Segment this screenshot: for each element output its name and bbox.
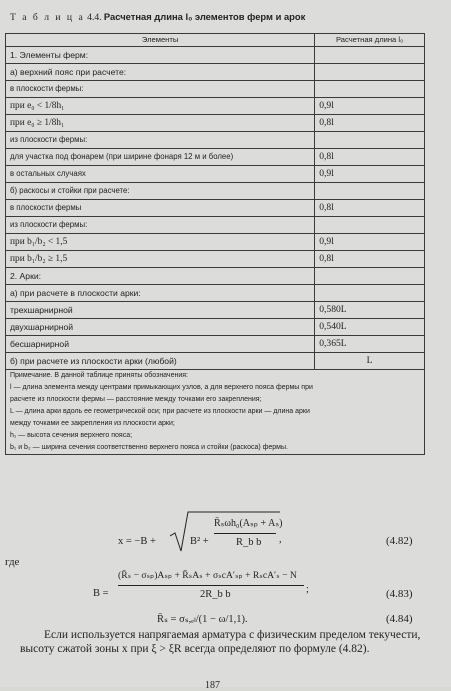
row-label: бесшарнирной xyxy=(6,336,315,353)
fraction-line xyxy=(214,533,276,534)
table-header-row xyxy=(6,34,425,47)
row-value: 0,580L xyxy=(315,302,425,319)
note-line: h₁ — высота сечения верхнего пояса; xyxy=(10,432,133,439)
note-line: b₁ и b₂ — ширина сечения соответственно верхнего пояса и стойки (раскоса) фермы. xyxy=(10,444,288,451)
row-value: 0,9l xyxy=(315,98,425,115)
table-row xyxy=(6,115,425,132)
row-value xyxy=(315,81,425,98)
formula-4-82-denominator: R_b b xyxy=(236,537,262,548)
table-row xyxy=(6,285,425,302)
row-label: б) при расчете из плоскости арки (любой) xyxy=(6,353,315,370)
eq-number-4-83: (4.83) xyxy=(386,588,413,600)
formula-4-82-lhs: x = −B + xyxy=(118,536,156,547)
table-row xyxy=(6,166,425,183)
row-value xyxy=(315,132,425,149)
row-label: 1. Элементы ферм: xyxy=(6,47,315,64)
formula-4-83-lhs: B = xyxy=(93,588,109,599)
table-row xyxy=(6,353,425,370)
row-value: L xyxy=(315,353,425,370)
header-length: Расчетная длина l₀ xyxy=(315,34,425,47)
note-line: Примечание. В данной таблице приняты обозначения: xyxy=(10,372,188,379)
table-row xyxy=(6,302,425,319)
row-label: из плоскости фермы: xyxy=(6,217,315,234)
formula-4-82-b2: B² + xyxy=(190,536,209,547)
row-value: 0,365L xyxy=(315,336,425,353)
note-line: l — длина элемента между центрами примыкающих узлов, а для верхнего пояса фермы при xyxy=(10,384,313,391)
formula-4-84: R̄ₛ = σₛ,ₑₗ/(1 − ω/1,1). xyxy=(157,614,248,625)
formula-4-82-comma: , xyxy=(279,534,282,545)
eq-number-4-82: (4.82) xyxy=(386,535,413,547)
table-row xyxy=(6,268,425,285)
table-row xyxy=(6,47,425,64)
eq-number-4-84: (4.84) xyxy=(386,613,413,625)
row-value: 0,8l xyxy=(315,251,425,268)
table-row xyxy=(6,183,425,200)
row-label: при e₀ < 1/8h₁ xyxy=(6,98,315,115)
note-line: расчете из плоскости фермы — расстояние между точками его закрепления; xyxy=(10,396,262,403)
table-caption xyxy=(10,11,440,23)
table-row xyxy=(6,319,425,336)
row-value xyxy=(315,268,425,285)
table-row xyxy=(6,217,425,234)
row-label: в плоскости фермы: xyxy=(6,81,315,98)
header-elements: Элементы xyxy=(6,34,315,47)
formula-4-82-numerator: R̄ₛωh₀(Aₛₚ + Aₛ) xyxy=(214,518,283,529)
row-label: трехшарнирной xyxy=(6,302,315,319)
formula-4-83-denominator: 2R_b b xyxy=(200,589,231,600)
table-row xyxy=(6,149,425,166)
elements-table xyxy=(5,33,425,455)
table-row xyxy=(6,251,425,268)
row-label: а) при расчете в плоскости арки: xyxy=(6,285,315,302)
note-line: L — длина арки вдоль ее геометрической оси; при расчете из плоскости арки — длина арки xyxy=(10,408,310,415)
fraction-line xyxy=(118,585,304,586)
caption-number: 4.4. xyxy=(87,12,102,23)
row-value: 0,9l xyxy=(315,234,425,251)
row-value: 0,8l xyxy=(315,149,425,166)
row-label: двухшарнирной xyxy=(6,319,315,336)
formula-4-83-semicolon: ; xyxy=(306,584,309,595)
table-row xyxy=(6,234,425,251)
body-paragraph: Если используется напрягаемая арматура с физическим пределом текучести, высоту сжатой зоны x при ξ > ξR всегда определяют по формуле (4.82). xyxy=(20,629,421,655)
where-label: где xyxy=(5,556,20,568)
table-note xyxy=(6,370,425,455)
sqrt-sign xyxy=(170,510,282,554)
row-label: б) раскосы и стойки при расчете: xyxy=(6,183,315,200)
table-row xyxy=(6,81,425,98)
table-row xyxy=(6,64,425,81)
row-label: для участка под фонарем (при ширине фонаря 12 м и более) xyxy=(6,149,315,166)
caption-prefix: Т а б л и ц а xyxy=(10,12,85,23)
row-value xyxy=(315,47,425,64)
row-value: 0,540L xyxy=(315,319,425,336)
row-value xyxy=(315,217,425,234)
table-note-row xyxy=(6,370,425,455)
row-value xyxy=(315,183,425,200)
row-value: 0,9l xyxy=(315,166,425,183)
row-value xyxy=(315,285,425,302)
row-label: в остальных случаях xyxy=(6,166,315,183)
row-label: 2. Арки: xyxy=(6,268,315,285)
row-label: при e₀ ≥ 1/8h₁ xyxy=(6,115,315,132)
row-label: а) верхний пояс при расчете: xyxy=(6,64,315,81)
caption-title: Расчетная длина l₀ элементов ферм и арок xyxy=(103,11,306,22)
row-value xyxy=(315,64,425,81)
row-label: из плоскости фермы: xyxy=(6,132,315,149)
formula-4-83-numerator: (R̄ₛ − σₛₚ)Aₛₚ + R̄ₛAₛ + σₛcA′ₛₚ + RₛcA′ₛ − N xyxy=(118,570,297,581)
row-label: в плоскости фермы xyxy=(6,200,315,217)
row-value: 0,8l xyxy=(315,200,425,217)
table-row xyxy=(6,336,425,353)
table-row xyxy=(6,200,425,217)
table-row xyxy=(6,98,425,115)
page-number: 187 xyxy=(205,680,220,691)
row-value: 0,8l xyxy=(315,115,425,132)
note-line: между точками ее закрепления из плоскости арки; xyxy=(10,420,175,427)
row-label: при b₁/b₂ < 1,5 xyxy=(6,234,315,251)
table-row xyxy=(6,132,425,149)
row-label: при b₁/b₂ ≥ 1,5 xyxy=(6,251,315,268)
